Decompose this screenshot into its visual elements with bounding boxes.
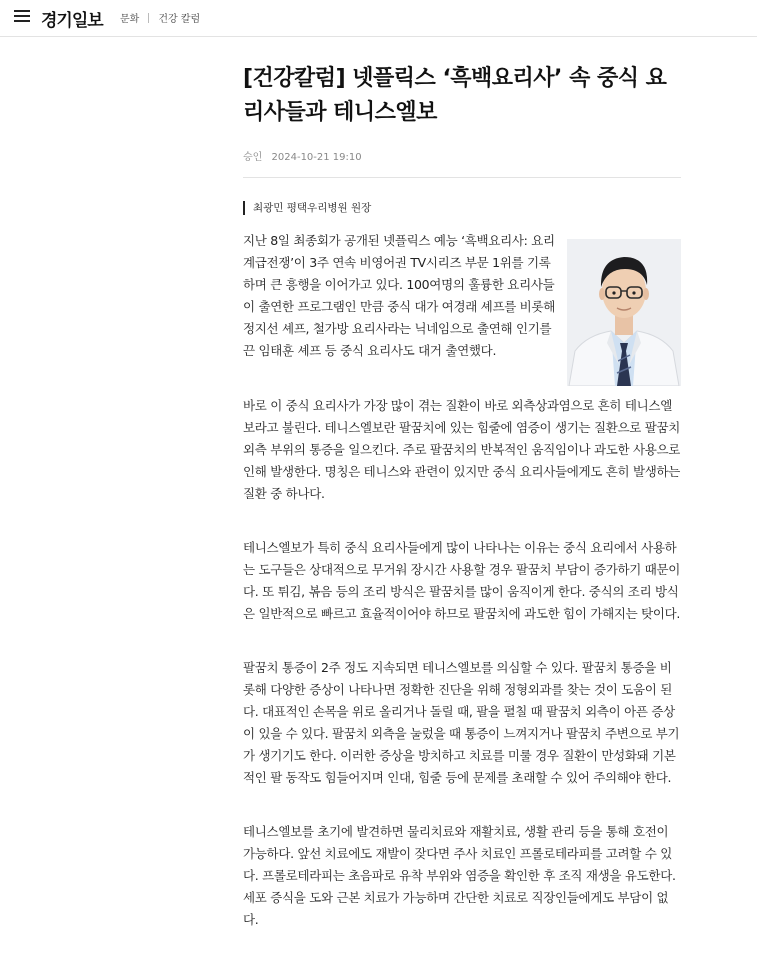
article-date: 2024-10-21 19:10 [271, 152, 362, 163]
breadcrumb-divider [148, 13, 149, 23]
article-paragraph: 테니스엘보를 초기에 발견하면 물리치료와 재활치료, 생활 관리 등을 통해 호전이 가능하다. 앞선 치료에도 재발이 잦다면 주사 치료인 프롤로테라피를 고려할 수 있다. 프롤로테라피는 초음파로 유착 부위와 염증을 확인한 후 조직 재생을 유도한다. 세포 증식을 도와 근본 치료가 가능하며 간단한 치료로 직장인들에게도 부담이 없다. [243, 824, 676, 927]
author-photo [567, 239, 681, 386]
article [243, 62, 683, 931]
article-paragraph: 지난 8일 최종회가 공개된 넷플릭스 예능 ‘흑백요리사: 요리 계급전쟁’이 3주 연속 비영어권 TV시리즈 부문 1위를 기록하며 큰 흥행을 이어가고 있다. 100여명의 훌륭한 요리사들이 출연한 프로그램인 만큼 중식 대가 여경래 셰프를 비롯해 정지선 셰프, 철가방 요리사라는 닉네임으로 출연해 인기를 끈 임태훈 셰프 등 중식 요리사도 대거 출연했다. [243, 233, 555, 358]
author-byline: 최광민 평택우리병원 원장 [243, 201, 683, 215]
article-title: [건강칼럼] 넷플릭스 ‘흑백요리사’ 속 중식 요리사들과 테니스엘보 [243, 66, 667, 125]
hamburger-menu-icon[interactable] [14, 8, 32, 24]
breadcrumb-item-culture[interactable]: 문화 [120, 14, 140, 25]
title-divider [243, 177, 681, 178]
breadcrumb-item-health-column[interactable]: 건강 칼럼 [158, 14, 201, 25]
site-logo[interactable]: 경기일보 [41, 11, 103, 31]
article-paragraph: 테니스엘보가 특히 중식 요리사들에게 많이 나타나는 이유는 중식 요리에서 사용하는 도구들은 상대적으로 무거워 장시간 사용할 경우 팔꿈치 부담이 증가하기 때문이다. 또 튀김, 볶음 등의 조리 방식은 팔꿈치를 많이 움직이게 한다. 중식의 조리 방식은 일반적으로 빠르고 효율적이어야 하므로 팔꿈치에 과도한 힘이 가해지는 탓이다. [243, 540, 681, 621]
article-paragraph: 바로 이 중식 요리사가 가장 많이 겪는 질환이 바로 외측상과염으로 흔히 테니스엘보라고 불린다. 테니스엘보란 팔꿈치에 있는 힘줄에 염증이 생기는 질환으로 팔꿈치 외측 부위의 통증을 일으킨다. 주로 팔꿈치의 반복적인 움직임이나 과도한 사용으로 인해 발생한다. 명칭은 테니스와 관련이 있지만 중식 요리사들에게도 흔히 발생하는 질환 중 하나다. [243, 398, 681, 501]
approval-label: 승인 [243, 152, 263, 163]
top-bar [0, 0, 757, 37]
article-meta [243, 148, 683, 163]
article-paragraph: 팔꿈치 통증이 2주 정도 지속되면 테니스엘보를 의심할 수 있다. 팔꿈치 통증을 비롯해 다양한 증상이 나타나면 정확한 진단을 위해 정형외과를 찾는 것이 도움이 된다. 대표적인 손목을 위로 올리거나 돌릴 때, 팔을 펼칠 때 팔꿈치 외측이 아픈 증상이 있을 수 있다. 팔꿈치 외측을 눌렀을 때 통증이 느껴지거나 팔꿈치 주변으로 부기가 생기기도 한다. 이러한 증상을 방치하고 치료를 미룰 경우 질환이 만성화돼 기본적인 팔 동작도 힘들어지며 인대, 힘줄 등에 문제를 초래할 수 있어 주의해야 한다. [243, 660, 680, 785]
breadcrumb [120, 10, 200, 25]
doctor-portrait-icon [567, 239, 681, 386]
